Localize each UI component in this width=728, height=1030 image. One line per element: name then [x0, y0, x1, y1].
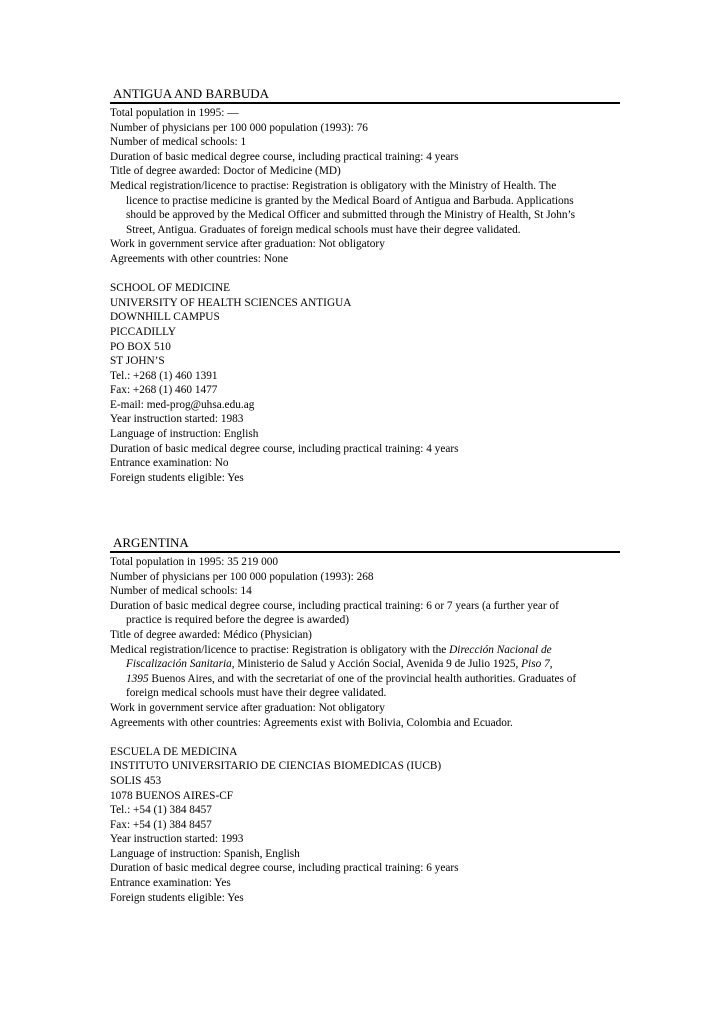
registration-italic: Dirección Nacional de	[449, 643, 552, 656]
school-line: Entrance examination: Yes	[110, 877, 231, 890]
school-line: ST JOHN’S	[110, 355, 165, 368]
registration-line: foreign medical schools must have their degree validated.	[126, 687, 387, 700]
school-entry	[110, 745, 620, 906]
school-line: Foreign students eligible: Yes	[110, 891, 244, 904]
fact-line: Number of physicians per 100 000 population (1993): 268	[110, 570, 374, 583]
registration-italic: Piso 7,	[521, 658, 553, 671]
fact-line: Agreements with other countries: None	[110, 252, 289, 265]
duration-line: Duration of basic medical degree course, including practical training: 6 or 7 years (a further year of	[110, 599, 559, 612]
fact-line: Number of medical schools: 1	[110, 136, 247, 149]
registration-line: Street, Antigua. Graduates of foreign medical schools must have their degree validated.	[126, 223, 521, 236]
school-line: PICCADILLY	[110, 325, 177, 338]
school-line: E-mail: med-prog@uhsa.edu.ag	[110, 398, 255, 411]
school-line: SOLIS 453	[110, 774, 162, 787]
registration-line	[110, 657, 620, 672]
fact-line: Number of physicians per 100 000 population (1993): 76	[110, 121, 368, 134]
school-line: Fax: +268 (1) 460 1477	[110, 384, 218, 397]
fact-line: Duration of basic medical degree course, including practical training: 4 years	[110, 150, 459, 163]
section-heading: ARGENTINA	[110, 535, 620, 553]
fact-line: Work in government service after graduation: Not obligatory	[110, 238, 385, 251]
school-line: Entrance examination: No	[110, 457, 229, 470]
section-argentina	[110, 535, 620, 905]
school-line: ESCUELA DE MEDICINA	[110, 745, 238, 758]
registration-line	[110, 643, 620, 658]
school-line: Year instruction started: 1983	[110, 413, 244, 426]
school-line: DOWNHILL CAMPUS	[110, 311, 220, 324]
school-line: PO BOX 510	[110, 340, 171, 353]
school-line: Duration of basic medical degree course, including practical training: 6 years	[110, 862, 459, 875]
school-line: INSTITUTO UNIVERSITARIO DE CIENCIAS BIOMEDICAS (IUCB)	[110, 760, 442, 773]
school-line: Tel.: +268 (1) 460 1391	[110, 369, 218, 382]
school-line: Duration of basic medical degree course, including practical training: 4 years	[110, 442, 459, 455]
school-line: 1078 BUENOS AIRES-CF	[110, 789, 234, 802]
school-line: SCHOOL OF MEDICINE	[110, 282, 231, 295]
duration-line: practice is required before the degree is awarded)	[126, 614, 349, 627]
fact-line: Number of medical schools: 14	[110, 585, 252, 598]
registration-text: Ministerio de Salud y Acción Social, Avenida 9 de Julio 1925,	[234, 658, 522, 671]
school-line: Foreign students eligible: Yes	[110, 471, 244, 484]
fact-line: Total population in 1995: 35 219 000	[110, 556, 279, 568]
school-line: Fax: +54 (1) 384 8457	[110, 818, 212, 831]
school-entry	[110, 281, 620, 485]
registration-line: Medical registration/licence to practise: Registration is obligatory with the Ministry of Health. The	[110, 179, 557, 192]
school-line: UNIVERSITY OF HEALTH SCIENCES ANTIGUA	[110, 296, 352, 309]
school-line: Language of instruction: Spanish, English	[110, 847, 300, 860]
spacer	[110, 730, 620, 745]
fact-line: Title of degree awarded: Médico (Physician)	[110, 628, 312, 641]
registration-italic: 1395	[126, 672, 149, 685]
school-line: Tel.: +54 (1) 384 8457	[110, 804, 212, 817]
registration-line: should be approved by the Medical Officer and submitted through the Ministry of Health, St John’s	[126, 209, 576, 222]
registration-line: licence to practise medicine is granted by the Medical Board of Antigua and Barbuda. Applications	[126, 194, 574, 207]
registration-line	[110, 672, 620, 687]
section-heading: ANTIGUA AND BARBUDA	[110, 86, 620, 104]
fact-line: Agreements with other countries: Agreements exist with Bolivia, Colombia and Ecuador.	[110, 716, 513, 729]
fact-line: Work in government service after graduation: Not obligatory	[110, 701, 385, 714]
fact-line: Total population in 1995: —	[110, 107, 239, 119]
school-line: Year instruction started: 1993	[110, 833, 244, 846]
registration-italic: Fiscalización Sanitaria,	[126, 658, 235, 671]
section-antigua	[110, 86, 620, 485]
school-line: Language of instruction: English	[110, 428, 259, 441]
fact-line: Title of degree awarded: Doctor of Medicine (MD)	[110, 165, 341, 178]
registration-text: Medical registration/licence to practise: Registration is obligatory with the	[110, 643, 450, 656]
registration-text: Buenos Aires, and with the secretariat of one of the provincial health authorities. Graduates of	[148, 672, 577, 685]
spacer	[110, 267, 620, 282]
